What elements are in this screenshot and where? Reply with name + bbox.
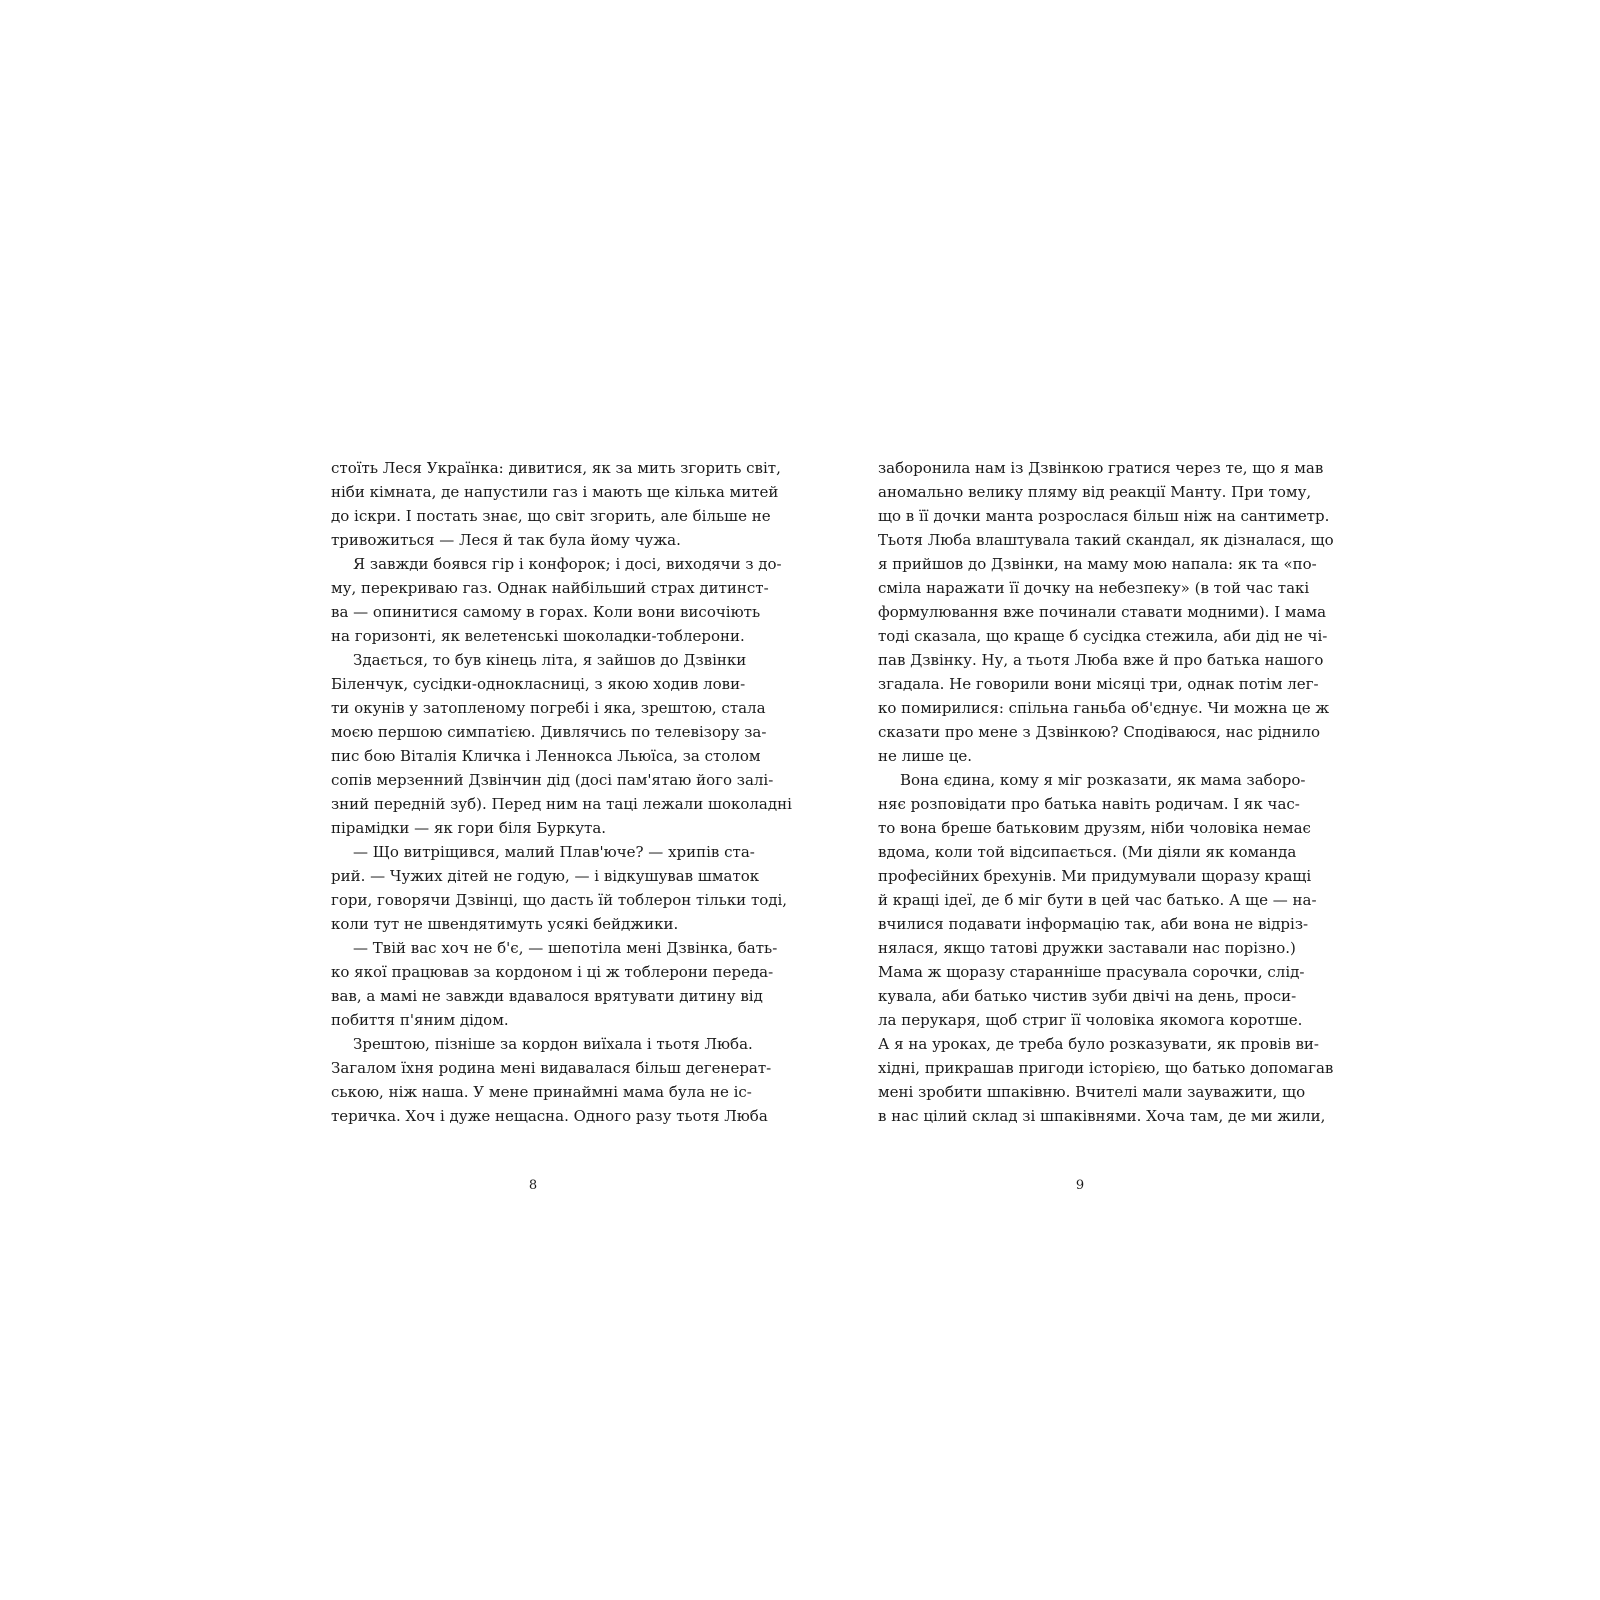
text-line: Тьотя Люба влаштувала такий скандал, як дізналася, що <box>878 531 1334 549</box>
text-line: Вона єдина, кому я міг розказати, як мама заборо- <box>900 771 1306 789</box>
text-line: теричка. Хоч і дуже нещасна. Одного разу тьотя Люба <box>331 1107 768 1125</box>
text-line: то вона бреше батьковим друзям, ніби чоловіка немає <box>878 819 1311 837</box>
text-line: Зрештою, пізніше за кордон виїхала і тьотя Люба. <box>353 1035 753 1053</box>
text-line: в нас цілий склад зі шпаківнями. Хоча там, де ми жили, <box>878 1107 1326 1125</box>
left-page-text <box>331 456 792 1128</box>
text-line: ко якої працював за кордоном і ці ж тоблерони переда- <box>331 963 774 981</box>
text-line: рий. — Чужих дітей не годую, — і відкушував шматок <box>331 867 760 885</box>
text-line: гори, говорячи Дзвінці, що дасть їй тоблерон тільки тоді, <box>331 891 788 909</box>
text-line: сопів мерзенний Дзвінчин дід (досі пам'ятаю його залі- <box>331 771 774 789</box>
text-line: Біленчук, сусідки-однокласниці, з якою ходив лови- <box>331 675 746 693</box>
text-line: зний передній зуб). Перед ним на таці лежали шоколадні <box>331 795 792 813</box>
text-line: сказати про мене з Дзвінкою? Сподіваюся, нас ріднило <box>878 723 1321 741</box>
left-page <box>331 456 792 1193</box>
text-line: тоді сказала, що краще б сусідка стежила, аби дід не чі- <box>878 627 1328 645</box>
text-line: хідні, прикрашав пригоди історією, що батько допомагав <box>878 1059 1334 1077</box>
text-line: сміла наражати її дочку на небезпеку» (в той час такі <box>878 579 1310 597</box>
text-line: ською, ніж наша. У мене принаймні мама була не іс- <box>331 1083 752 1101</box>
text-line: — Що витріщився, малий Плав'юче? — хрипів ста- <box>353 843 755 861</box>
text-line: — Твій вас хоч не б'є, — шепотіла мені Дзвінка, бать- <box>353 939 778 957</box>
text-line: А я на уроках, де треба було розказувати, як провів ви- <box>878 1035 1319 1053</box>
text-line: кувала, аби батько чистив зуби двічі на день, проси- <box>878 987 1297 1005</box>
text-line: ва — опинитися самому в горах. Коли вони височіють <box>331 603 761 621</box>
right-page <box>878 456 1334 1193</box>
text-line: Я завжди боявся гір і конфорок; і досі, виходячи з до- <box>353 555 782 573</box>
right-page-number: 9 <box>1075 1178 1085 1193</box>
text-line: Загалом їхня родина мені видавалася більш дегенерат- <box>331 1059 772 1077</box>
text-line: ко помирилися: спільна ганьба об'єднує. Чи можна це ж <box>878 699 1330 717</box>
text-line: моєю першою симпатією. Дивлячись по телевізору за- <box>331 723 767 741</box>
text-line: формулювання вже починали ставати модними). І мама <box>878 603 1327 621</box>
text-line: вчилися подавати інформацію так, аби вона не відріз- <box>878 915 1309 933</box>
text-line: до іскри. І постать знає, що світ згорить, але більше не <box>331 507 771 525</box>
text-line: му, перекриваю газ. Однак найбільший страх дитинст- <box>331 579 769 597</box>
text-line: я прийшов до Дзвінки, на маму мою напала: як та «по- <box>878 555 1317 573</box>
text-line: нялася, якщо татові дружки заставали нас порізно.) <box>878 939 1296 957</box>
left-page-number: 8 <box>528 1178 538 1193</box>
text-line: ніби кімната, де напустили газ і мають ще кілька митей <box>331 483 779 501</box>
text-line: пис бою Віталія Кличка і Леннокса Льюїса, за столом <box>331 747 761 765</box>
right-page-text <box>878 456 1334 1128</box>
text-line: заборонила нам із Дзвінкою гратися через те, що я мав <box>878 459 1324 477</box>
text-line: стоїть Леся Українка: дивитися, як за мить згорить світ, <box>331 459 781 477</box>
text-line: не лише це. <box>878 747 973 765</box>
text-line: згадала. Не говорили вони місяці три, однак потім лег- <box>878 675 1319 693</box>
text-line: няє розповідати про батька навіть родичам. І як час- <box>878 795 1300 813</box>
text-line: пав Дзвінку. Ну, а тьотя Люба вже й про батька нашого <box>878 651 1324 669</box>
text-line: професійних брехунів. Ми придумували щоразу кращі <box>878 867 1312 885</box>
text-line: ти окунів у затопленому погребі і яка, зрештою, стала <box>331 699 766 717</box>
text-line: побиття п'яним дідом. <box>331 1011 509 1029</box>
text-line: вав, а мамі не завжди вдавалося врятувати дитину від <box>331 987 763 1005</box>
text-line: вдома, коли той відсипається. (Ми діяли як команда <box>878 843 1297 861</box>
text-line: Мама ж щоразу старанніше прасувала сорочки, слід- <box>878 963 1305 981</box>
text-line: аномально велику пляму від реакції Манту. При тому, <box>878 483 1312 501</box>
text-line: мені зробити шпаківню. Вчителі мали зауважити, що <box>878 1083 1306 1101</box>
text-line: що в її дочки манта розрослася більш ніж на сантиметр. <box>878 507 1330 525</box>
text-line: й кращі ідеї, де б міг бути в цей час батько. А ще — на- <box>878 891 1317 909</box>
text-line: на горизонті, як велетенські шоколадки-тоблерони. <box>331 627 745 645</box>
text-line: коли тут не швендятимуть усякі бейджики. <box>331 915 679 933</box>
text-line: Здається, то був кінець літа, я зайшов до Дзвінки <box>353 651 747 669</box>
text-line: ла перукаря, щоб стриг її чоловіка якомога коротше. <box>878 1011 1303 1029</box>
text-line: пірамідки — як гори біля Буркута. <box>331 819 607 837</box>
text-line: тривожиться — Леся й так була йому чужа. <box>331 531 681 549</box>
